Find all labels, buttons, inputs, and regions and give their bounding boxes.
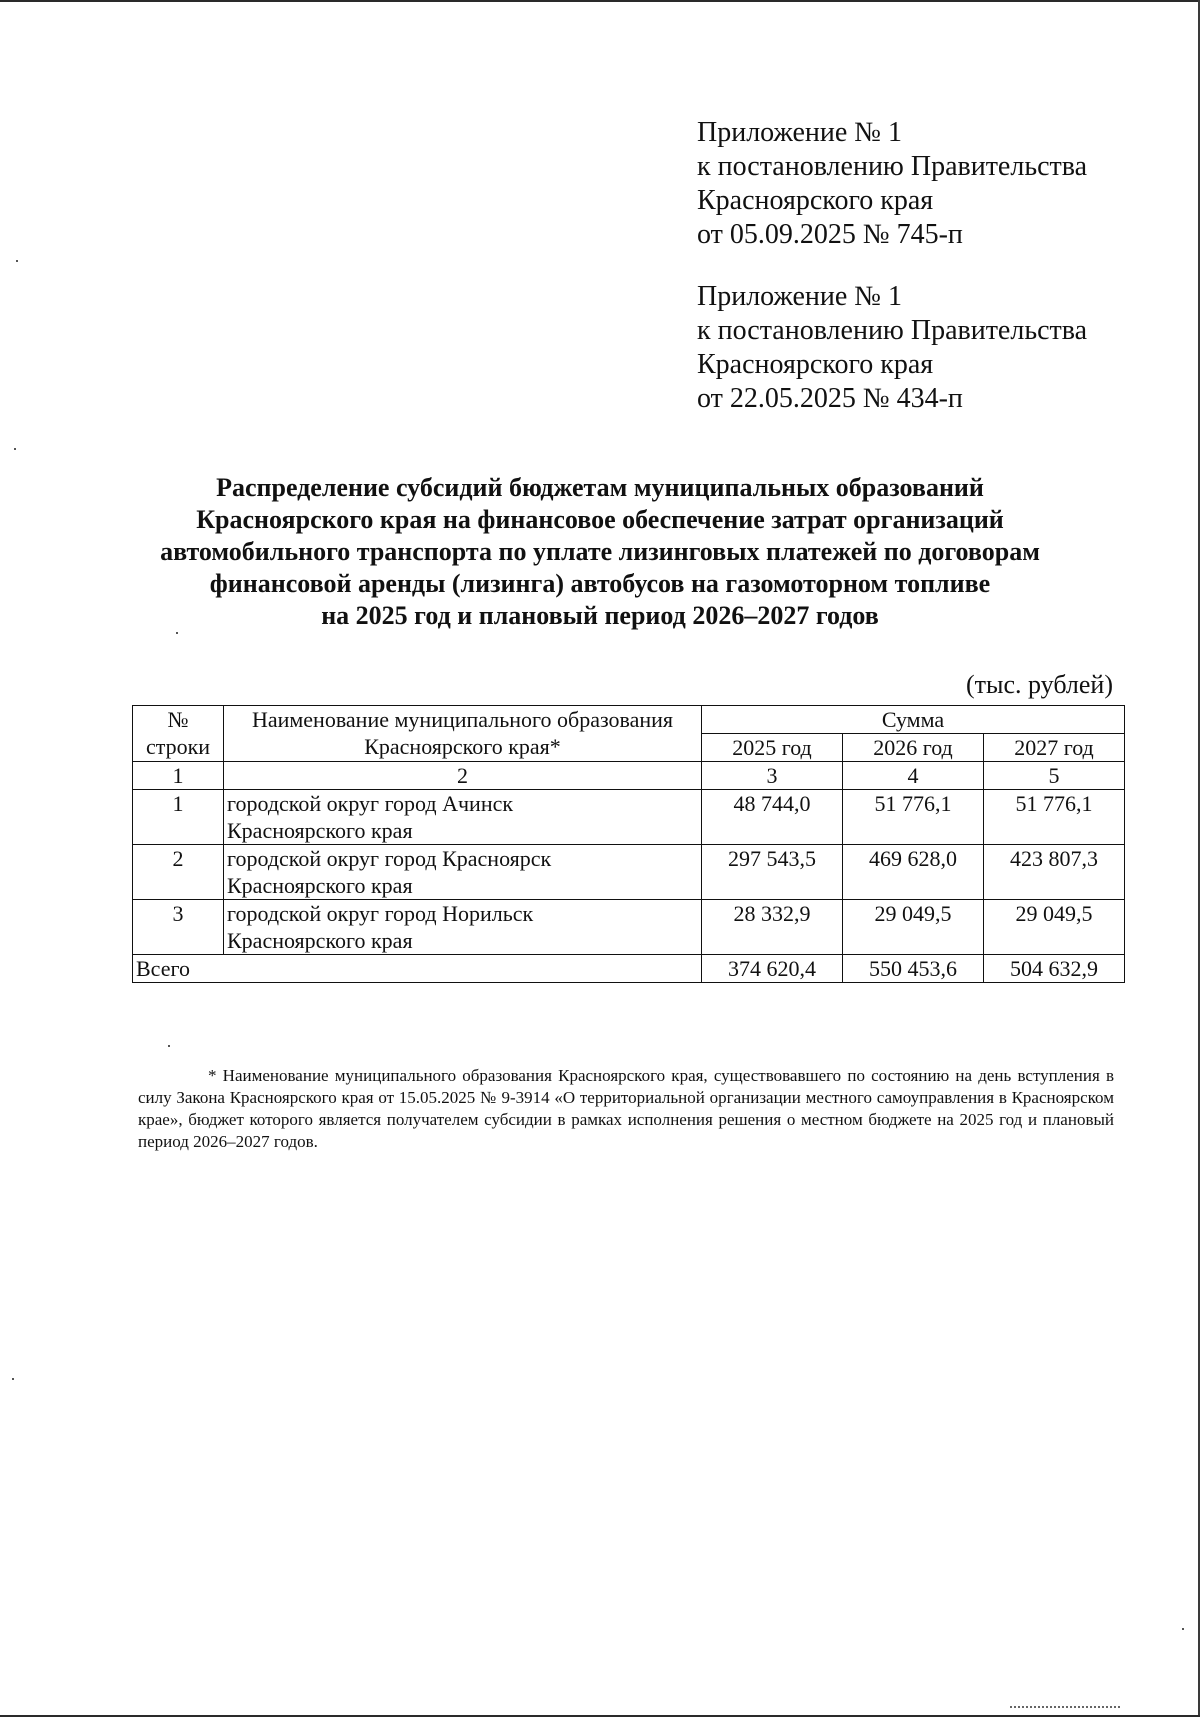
column-number: 4 xyxy=(843,762,984,790)
amount-2026: 51 776,1 xyxy=(843,790,984,845)
header-municipality xyxy=(224,706,702,762)
page-border-top xyxy=(0,0,1200,2)
municipality-name-line-1: городской округ город Норильск xyxy=(227,901,534,926)
total-2025: 374 620,4 xyxy=(702,955,843,983)
annex-previous-line-3: Красноярского края xyxy=(697,349,934,380)
table-header-row xyxy=(133,706,1125,734)
units-label: (тыс. рублей) xyxy=(965,670,1113,699)
municipality-name-line-1: городской округ город Ачинск xyxy=(227,791,514,816)
scan-dotted-mark xyxy=(1010,1706,1120,1710)
amount-2027: 423 807,3 xyxy=(984,845,1125,900)
municipality-name-line-2: Красноярского края xyxy=(227,928,413,953)
amount-2026: 469 628,0 xyxy=(843,845,984,900)
total-row xyxy=(133,955,1125,983)
row-number: 1 xyxy=(133,790,224,845)
annex-current-line-4: от 05.09.2025 № 745-п xyxy=(697,219,963,250)
municipality-name-line-2: Красноярского края xyxy=(227,818,413,843)
header-municipality-line-2: Красноярского края* xyxy=(364,734,561,759)
municipality-name-line-2: Красноярского края xyxy=(227,873,413,898)
header-row-number-line-1: № xyxy=(167,707,189,732)
annex-previous xyxy=(697,280,1087,416)
annex-previous-line-2: к постановлению Правительства xyxy=(697,315,1088,346)
annex-current-line-1: Приложение № 1 xyxy=(697,117,902,148)
header-year-2025: 2025 год xyxy=(702,734,843,762)
column-numbers-row xyxy=(133,762,1125,790)
title-line: финансовой аренды (лизинга) автобусов на газомоторном топливе xyxy=(209,569,991,598)
municipality-name xyxy=(224,845,702,900)
row-number: 3 xyxy=(133,900,224,955)
total-label: Всего xyxy=(133,955,702,983)
document-title xyxy=(120,472,1080,632)
column-number: 2 xyxy=(224,762,702,790)
amount-2025: 48 744,0 xyxy=(702,790,843,845)
distribution-table xyxy=(132,705,1125,983)
amount-2027: 51 776,1 xyxy=(984,790,1125,845)
title-line: автомобильного транспорта по уплате лизинговых платежей по договорам xyxy=(160,537,1040,566)
scan-speck xyxy=(16,260,18,262)
header-row-number xyxy=(133,706,224,762)
header-sum: Сумма xyxy=(702,706,1125,734)
annex-previous-line-4: от 22.05.2025 № 434-п xyxy=(697,383,963,414)
title-line: на 2025 год и плановый период 2026–2027 годов xyxy=(321,601,879,630)
row-number: 2 xyxy=(133,845,224,900)
scan-speck xyxy=(1182,1628,1184,1630)
municipality-name xyxy=(224,900,702,955)
title-line: Красноярского края на финансовое обеспечение затрат организаций xyxy=(196,505,1004,534)
scan-speck xyxy=(168,1045,170,1047)
header-row-number-line-2: строки xyxy=(145,734,211,759)
footnote: * Наименование муниципального образования Красноярского края, существовавшего по состоянию на день вступления в силу Закона Красноярского края от 15.05.2025 № 9-3914 «О территориальной организации местного самоуправления в Красноярском крае», бюджет которого является получателем субсидии в рамках исполнения решения о местном бюджете на 2025 год и плановый период 2026–2027 годов. xyxy=(138,1066,1114,1151)
annex-previous-line-1: Приложение № 1 xyxy=(697,281,902,312)
header-year-2027: 2027 год xyxy=(984,734,1125,762)
total-2027: 504 632,9 xyxy=(984,955,1125,983)
table-row xyxy=(133,790,1125,845)
scan-speck xyxy=(12,1378,14,1380)
title-line: Распределение субсидий бюджетам муниципальных образований xyxy=(216,473,984,502)
scan-speck xyxy=(176,632,178,634)
header-year-2026: 2026 год xyxy=(843,734,984,762)
column-number: 5 xyxy=(984,762,1125,790)
total-2026: 550 453,6 xyxy=(843,955,984,983)
annex-current xyxy=(697,116,1087,252)
amount-2027: 29 049,5 xyxy=(984,900,1125,955)
amount-2026: 29 049,5 xyxy=(843,900,984,955)
column-number: 1 xyxy=(133,762,224,790)
municipality-name-line-1: городской округ город Красноярск xyxy=(227,846,552,871)
table-row xyxy=(133,900,1125,955)
amount-2025: 28 332,9 xyxy=(702,900,843,955)
header-municipality-line-1: Наименование муниципального образования xyxy=(251,707,674,732)
amount-2025: 297 543,5 xyxy=(702,845,843,900)
column-number: 3 xyxy=(702,762,843,790)
municipality-name xyxy=(224,790,702,845)
annex-current-line-2: к постановлению Правительства xyxy=(697,151,1088,182)
table-row xyxy=(133,845,1125,900)
annex-current-line-3: Красноярского края xyxy=(697,185,934,216)
scan-speck xyxy=(14,448,16,450)
